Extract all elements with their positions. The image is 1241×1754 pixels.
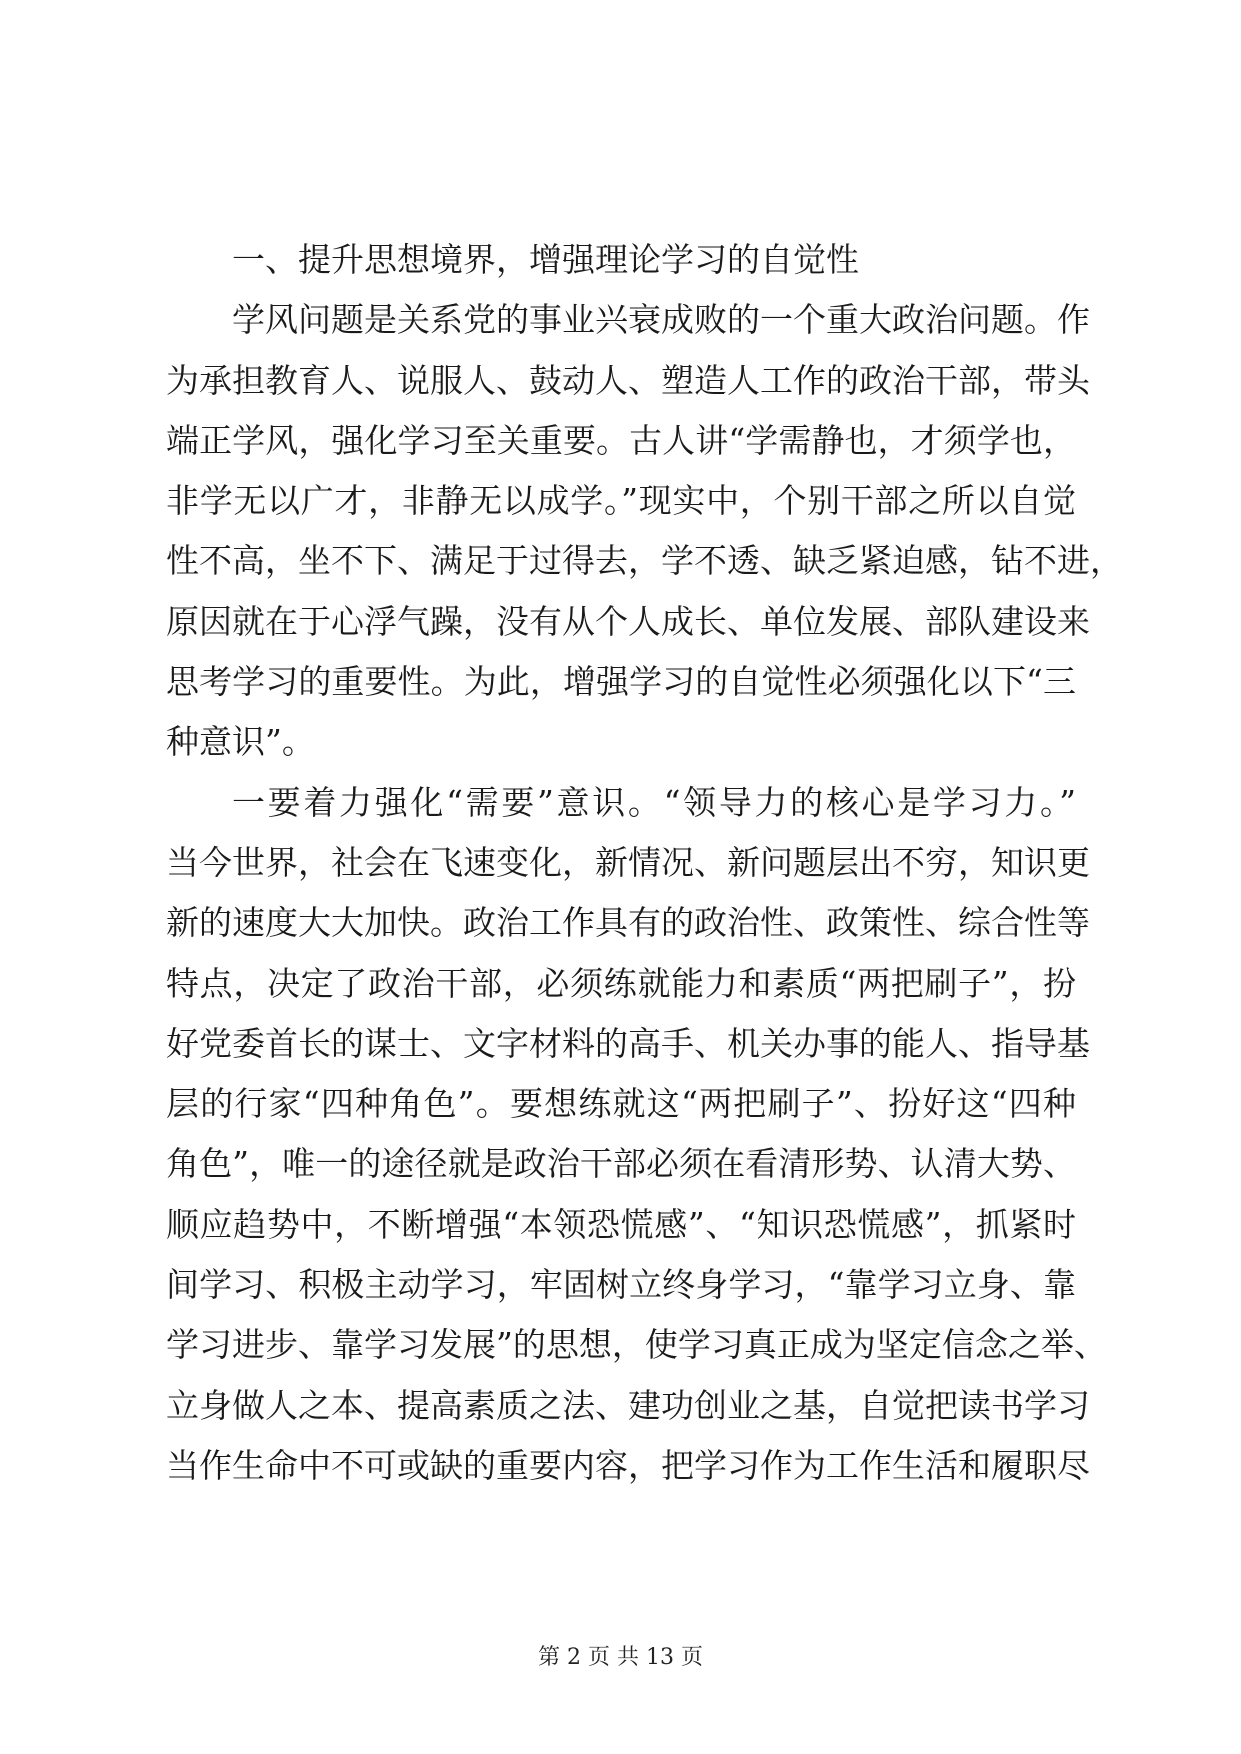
- paragraph-line: 当作生命中不可或缺的重要内容，把学习作为工作生活和履职尽: [166, 1445, 1090, 1485]
- paragraph-line: 性不高，坐不下、满足于过得去，学不透、缺乏紧迫感，钻不进，: [166, 541, 1123, 581]
- paragraph-line: 新的速度大大加快。政治工作具有的政治性、政策性、综合性等: [166, 903, 1090, 943]
- paragraph-line: 思考学习的重要性。为此，增强学习的自觉性必须强化以下“三: [166, 662, 1076, 702]
- paragraph-line: 原因就在于心浮气躁，没有从个人成长、单位发展、部队建设来: [166, 601, 1090, 641]
- paragraph-line: 立身做人之本、提高素质之法、建功创业之基，自觉把读书学习: [166, 1385, 1090, 1425]
- page-number-footer: 第 2 页 共 13 页: [538, 1645, 703, 1670]
- paragraph-line: 特点，决定了政治干部，必须练就能力和素质“两把刷子”，扮: [166, 963, 1076, 1003]
- paragraph-1: [166, 290, 1123, 772]
- paragraph-line: 好党委首长的谋士、文字材料的高手、机关办事的能人、指导基: [166, 1023, 1090, 1063]
- paragraph-line: 种意识”。: [166, 722, 315, 762]
- paragraph-line: 一要着力强化“需要”意识。“领导力的核心是学习力。”: [232, 782, 1076, 822]
- document-body: [166, 230, 1123, 1496]
- section-heading: 一、提升思想境界，增强理论学习的自觉性: [232, 240, 859, 279]
- paragraph-line: 层的行家“四种角色”。要想练就这“两把刷子”、扮好这“四种: [166, 1084, 1076, 1124]
- paragraph-line: 学习进步、靠学习发展”的思想，使学习真正成为坚定信念之举、: [166, 1325, 1107, 1365]
- paragraph-line: 非学无以广才，非静无以成学。”现实中，个别干部之所以自觉: [166, 481, 1076, 521]
- paragraph-line: 为承担教育人、说服人、鼓动人、塑造人工作的政治干部，带头: [166, 360, 1090, 400]
- paragraph-line: 间学习、积极主动学习，牢固树立终身学习，“靠学习立身、靠: [166, 1265, 1076, 1305]
- paragraph-2: [166, 773, 1107, 1497]
- paragraph-line: 当今世界，社会在飞速变化，新情况、新问题层出不穷，知识更: [166, 842, 1090, 882]
- paragraph-line: 角色”，唯一的途径就是政治干部必须在看清形势、认清大势、: [166, 1144, 1076, 1184]
- paragraph-line: 学风问题是关系党的事业兴衰成败的一个重大政治问题。作: [232, 300, 1090, 340]
- paragraph-line: 顺应趋势中，不断增强“本领恐慌感”、“知识恐慌感”，抓紧时: [166, 1204, 1076, 1244]
- paragraph-line: 端正学风，强化学习至关重要。古人讲“学需静也，才须学也，: [166, 420, 1076, 460]
